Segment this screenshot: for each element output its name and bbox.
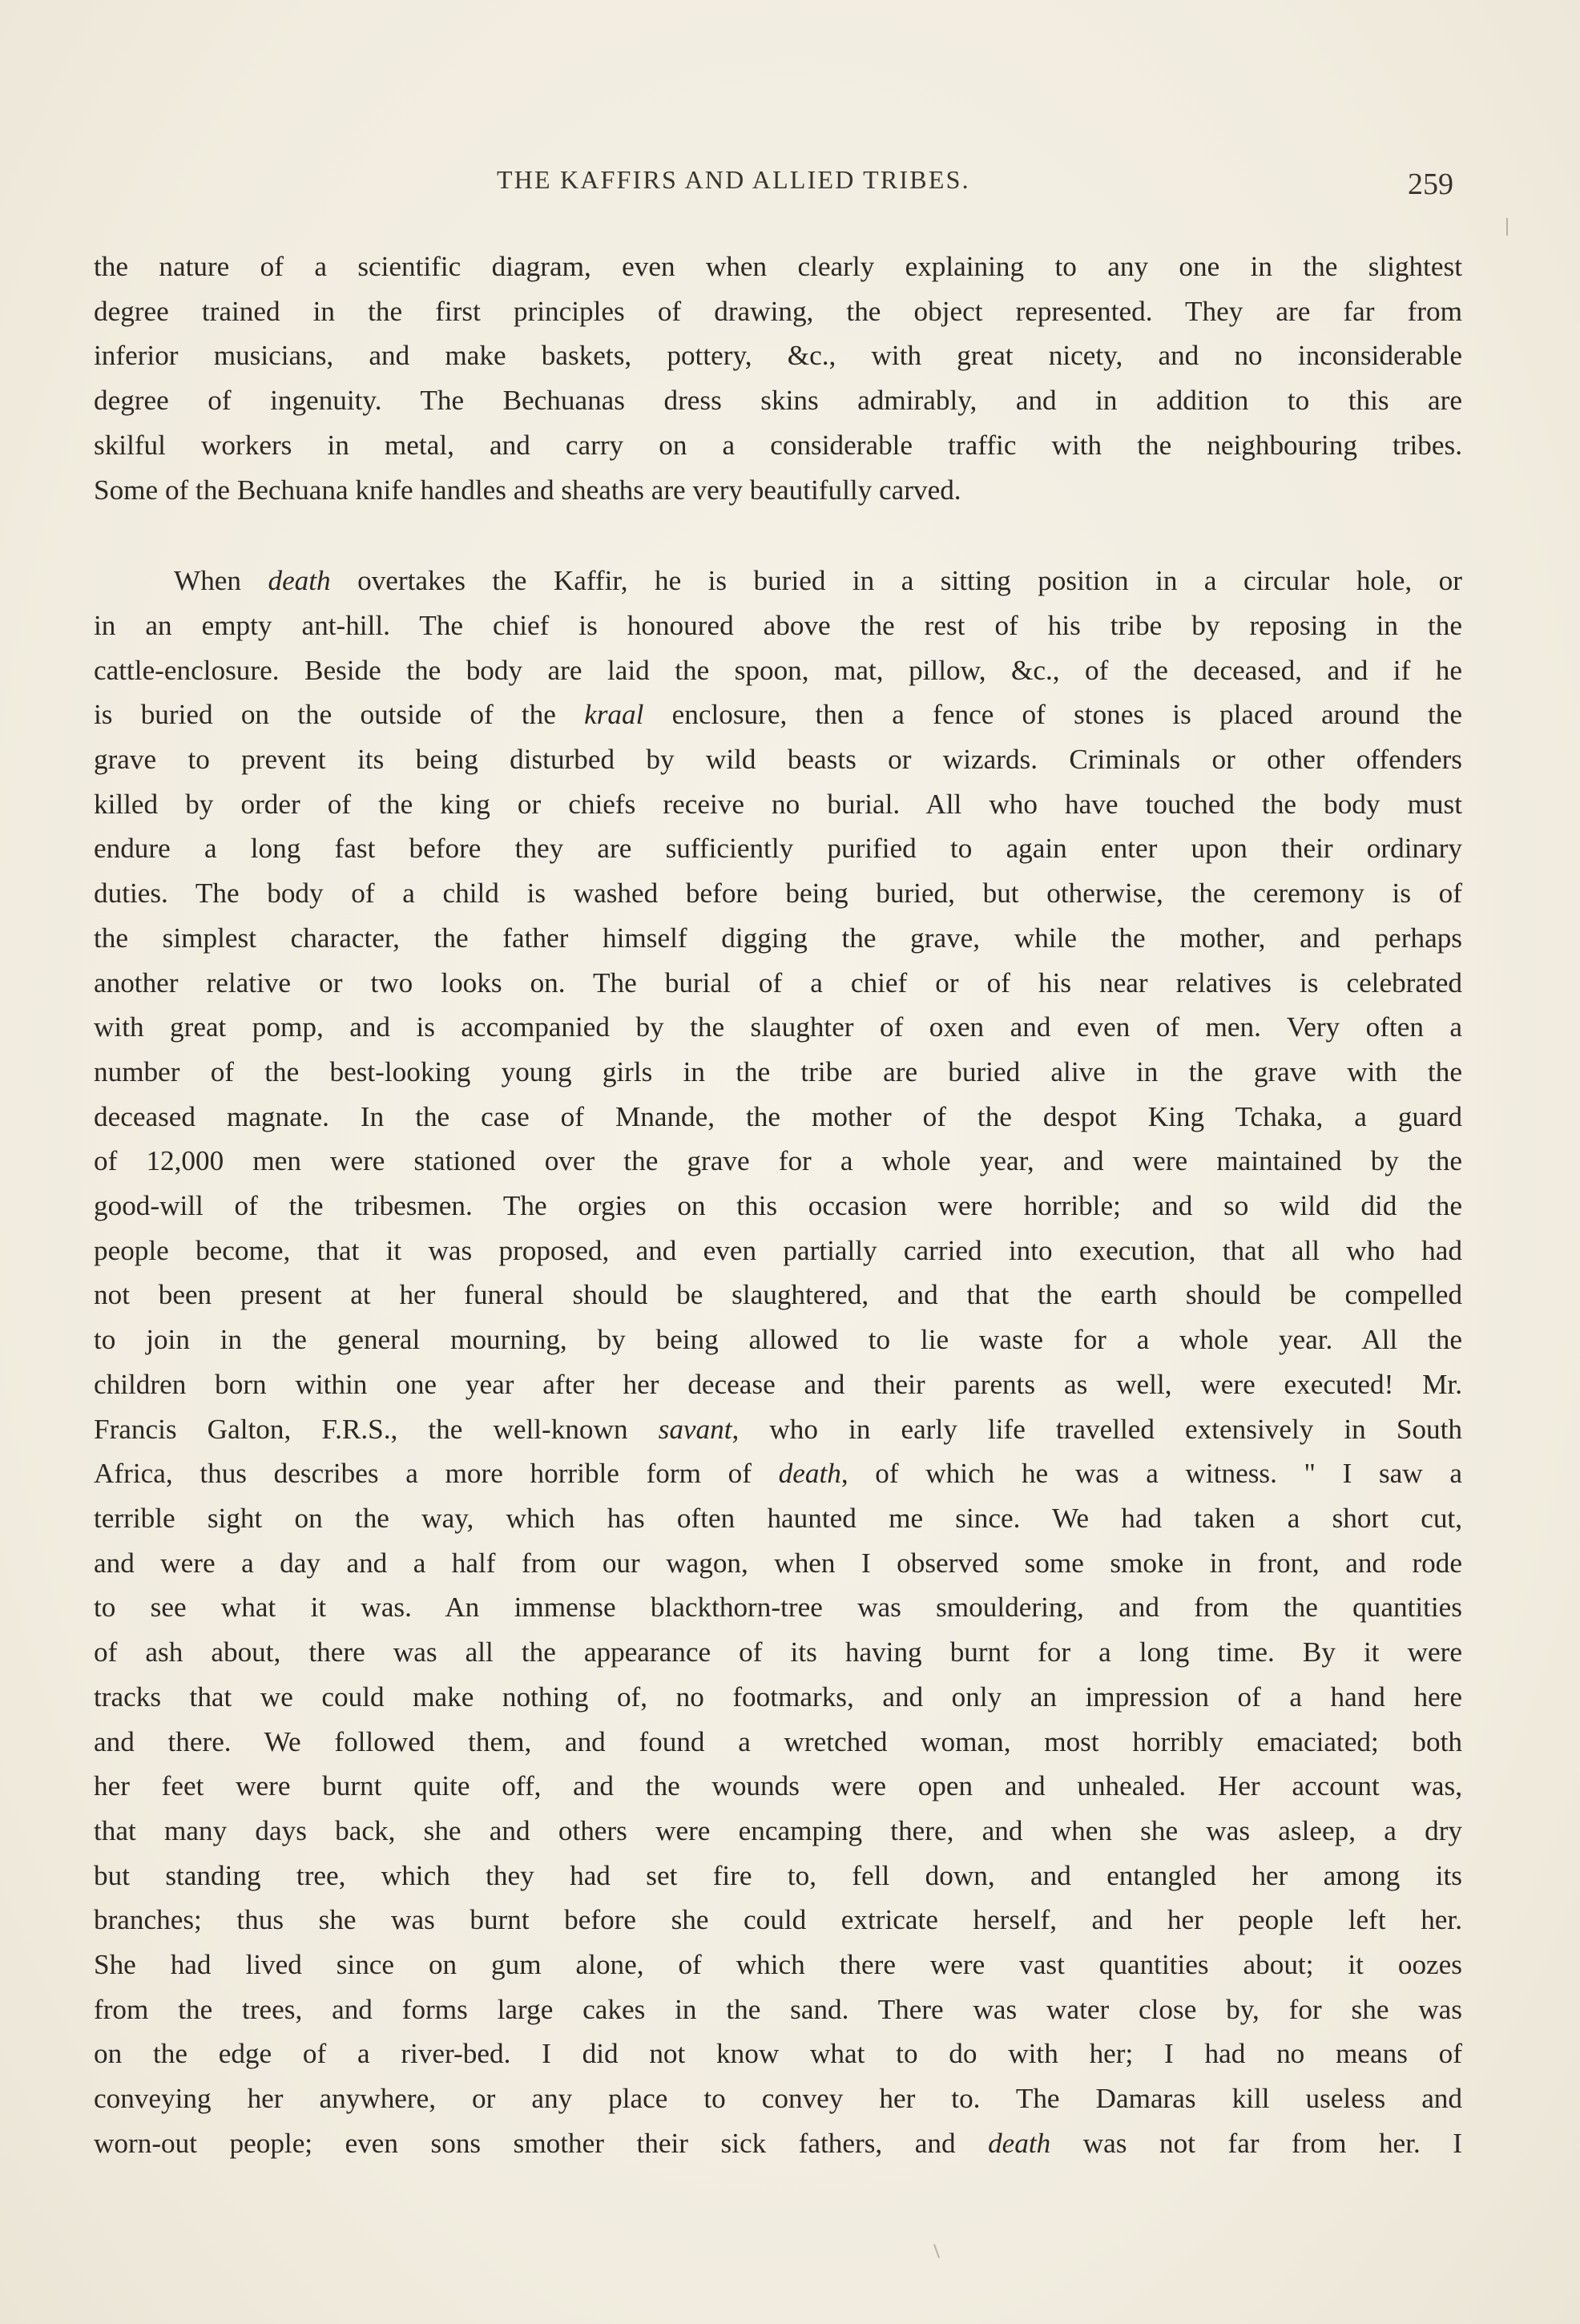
- text-line: number of the best-looking young girls in the tribe are buried alive in the grave with the: [94, 1055, 1462, 1087]
- text-line: her feet were burnt quite off, and the wounds were open and unhealed. Her account was,: [94, 1770, 1462, 1802]
- text-line: children born within one year after her decease and their parents as well, were executed! Mr.: [94, 1368, 1462, 1400]
- text-line: Africa, thus describes a more horrible form of death, of which he was a witness. " I saw a: [94, 1458, 1462, 1490]
- text-line: from the trees, and forms large cakes in the sand. There was water close by, for she was: [94, 1993, 1462, 2025]
- text-line: terrible sight on the way, which has often haunted me since. We had taken a short cut,: [94, 1502, 1462, 1534]
- text-line: Francis Galton, F.R.S., the well-known savant, who in early life travelled extensively in South: [94, 1413, 1462, 1445]
- text-line: but standing tree, which they had set fire to, fell down, and entangled her among its: [94, 1859, 1462, 1891]
- paragraph-1: [94, 244, 1462, 512]
- text-line: tracks that we could make nothing of, no footmarks, and only an impression of a hand here: [94, 1680, 1462, 1713]
- text-line: She had lived since on gum alone, of which there were vast quantities about; it oozes: [94, 1949, 1462, 1981]
- text-line: conveying her anywhere, or any place to convey her to. The Damaras kill useless and: [94, 2083, 1462, 2115]
- text-line: grave to prevent its being disturbed by wild beasts or wizards. Criminals or other offenders: [94, 744, 1462, 776]
- text-line: and there. We followed them, and found a wretched woman, most horribly emaciated; both: [94, 1725, 1462, 1757]
- text-line: of 12,000 men were stationed over the grave for a whole year, and were maintained by the: [94, 1145, 1462, 1177]
- text-line: in an empty ant-hill. The chief is honoured above the rest of his tribe by reposing in the: [94, 609, 1462, 641]
- text-line: killed by order of the king or chiefs receive no burial. All who have touched the body must: [94, 788, 1462, 820]
- text-line: is buried on the outside of the kraal enclosure, then a fence of stones is placed around the: [94, 699, 1462, 731]
- text-line: not been present at her funeral should be slaughtered, and that the earth should be compelled: [94, 1279, 1462, 1311]
- text-line: people become, that it was proposed, and even partially carried into execution, that all who had: [94, 1234, 1462, 1266]
- text-line: degree trained in the first principles of drawing, the object represented. They are far from: [94, 295, 1462, 327]
- text-line: the nature of a scientific diagram, even when clearly explaining to any one in the slightest: [94, 251, 1462, 282]
- text-line: When death overtakes the Kaffir, he is buried in a sitting position in a circular hole, or: [174, 565, 1462, 597]
- text-line: good-will of the tribesmen. The orgies on this occasion were horrible; and so wild did the: [94, 1190, 1462, 1222]
- text-line: endure a long fast before they are sufficiently purified to again enter upon their ordinary: [94, 833, 1462, 865]
- text-line: to see what it was. An immense blackthorn-tree was smouldering, and from the quantities: [94, 1592, 1462, 1624]
- paragraph-2: [94, 559, 1462, 2165]
- text-line: deceased magnate. In the case of Mnande, the mother of the despot King Tchaka, a guard: [94, 1100, 1462, 1132]
- text-line: of ash about, there was all the appearance of its having burnt for a long time. By it were: [94, 1636, 1462, 1668]
- text-line: skilful workers in metal, and carry on a considerable traffic with the neighbouring tribes.: [94, 429, 1462, 461]
- text-line: and were a day and a half from our wagon, when I observed some smoke in front, and rode: [94, 1547, 1462, 1579]
- text-line: inferior musicians, and make baskets, pottery, &c., with great nicety, and no inconsiderable: [94, 340, 1462, 372]
- text-line: on the edge of a river-bed. I did not know what to do with her; I had no means of: [94, 2038, 1462, 2070]
- body-text: [94, 244, 1462, 2166]
- margin-scan-mark: [1506, 218, 1508, 236]
- text-line: that many days back, she and others were encamping there, and when she was asleep, a dry: [94, 1814, 1462, 1846]
- text-line: with great pomp, and is accompanied by the slaughter of oxen and even of men. Very often a: [94, 1011, 1462, 1043]
- text-line: Some of the Bechuana knife handles and sheaths are very beautifully carved.: [94, 474, 961, 506]
- text-line: cattle-enclosure. Beside the body are laid the spoon, mat, pillow, &c., of the deceased, and if he: [94, 654, 1462, 686]
- running-head: [0, 165, 1580, 205]
- page-number: 259: [1408, 167, 1453, 201]
- running-head-title: THE KAFFIRS AND ALLIED TRIBES.: [497, 165, 970, 194]
- margin-scan-mark: [933, 2244, 940, 2258]
- text-line: worn-out people; even sons smother their sick fathers, and death was not far from her. I: [94, 2127, 1462, 2159]
- text-line: another relative or two looks on. The burial of a chief or of his near relatives is celebrated: [94, 966, 1462, 999]
- text-line: duties. The body of a child is washed before being buried, but otherwise, the ceremony is of: [94, 878, 1462, 910]
- text-line: the simplest character, the father himself digging the grave, while the mother, and perhaps: [94, 922, 1462, 954]
- text-line: branches; thus she was burnt before she could extricate herself, and her people left her.: [94, 1904, 1462, 1936]
- text-line: degree of ingenuity. The Bechuanas dress skins admirably, and in addition to this are: [94, 385, 1462, 417]
- text-line: to join in the general mourning, by being allowed to lie waste for a whole year. All the: [94, 1324, 1462, 1356]
